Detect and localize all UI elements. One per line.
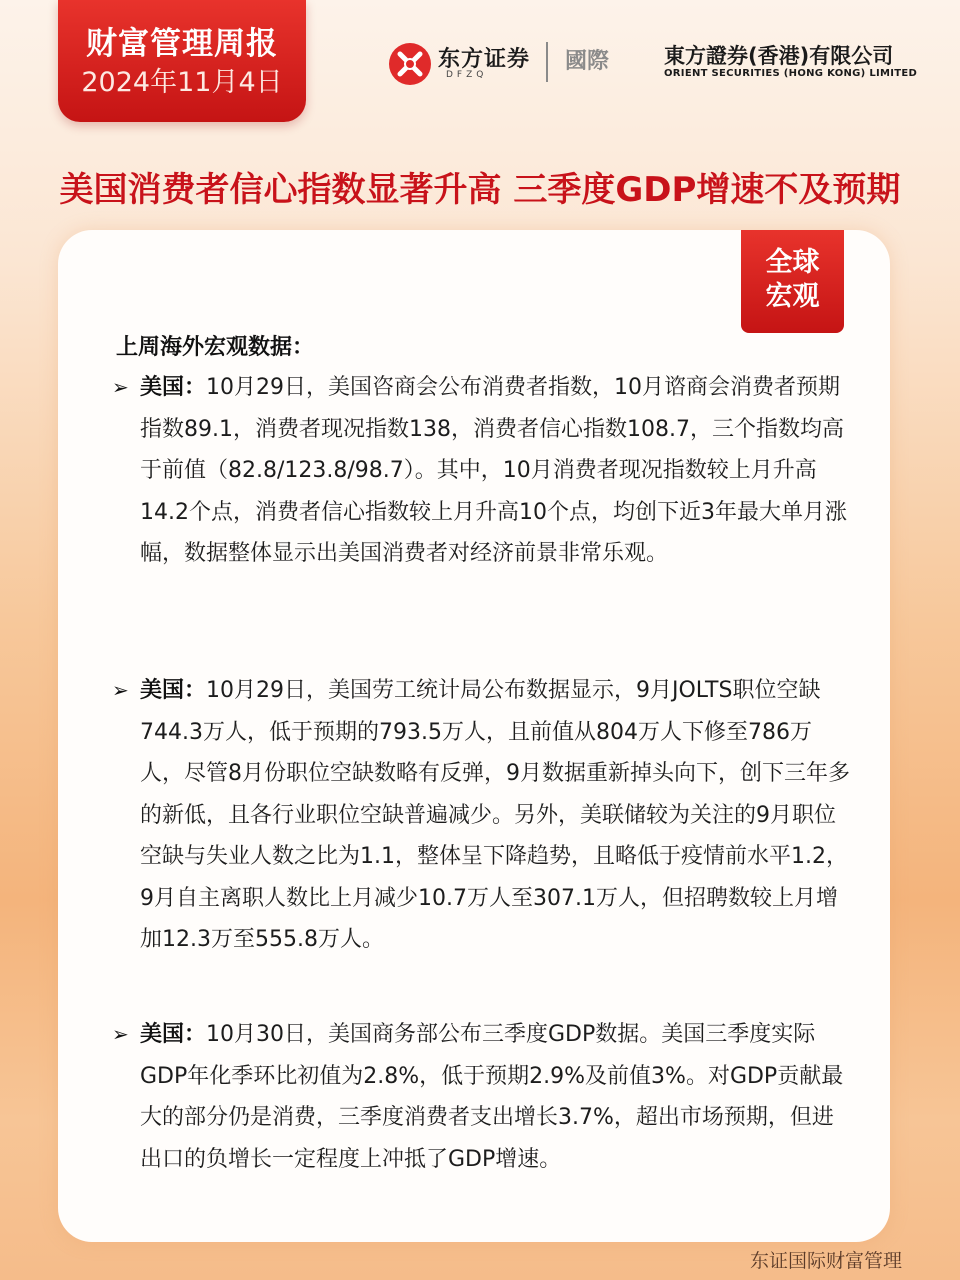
item-label: 美国： [140, 375, 207, 400]
arrow-bullet-icon: ➢ [112, 375, 129, 399]
hk-company-name: 東方證券(香港)有限公司 [664, 44, 894, 68]
item-label: 美国： [140, 1022, 207, 1047]
brand-intl: 國際 [565, 49, 610, 74]
section-heading: 上周海外宏观数据： [116, 335, 315, 360]
report-date: 2024年11月4日 [81, 67, 283, 98]
list-item [112, 670, 852, 961]
brand-pinyin: DFZQ [446, 70, 488, 80]
hk-company-name-en: ORIENT SECURITIES (HONG KONG) LIMITED [664, 68, 918, 79]
brand-name: 东方证券 [438, 47, 531, 72]
list-item [112, 367, 852, 575]
page-headline: 美国消费者信心指数显著升高 三季度GDP增速不及预期 [59, 170, 901, 210]
badge-line-1: 全球 [765, 247, 820, 278]
item-text: 10月29日，美国劳工统计局公布数据显示，9月JOLTS职位空缺744.3万人，低于预期的793.5万人，且前值从804万人下修至786万人，尽管8月份职位空缺数略有反弹，9月数据重新掉头向下，创下三年多的新低，且各行业职位空缺普遍减少。另外，美联储较为关注的9月职位空缺与失业人数之比为1.1，整体呈下降趋势，且略低于疫情前水平1.2，9月自主离职人数比上月减少10.7万人至307.1万人，但招聘数较上月增加12.3万至555.8万人。 [140, 678, 850, 952]
report-tab [58, 0, 306, 122]
arrow-bullet-icon: ➢ [112, 678, 129, 702]
footer-text: 东证国际财富管理 [749, 1250, 902, 1272]
brand-divider [546, 42, 548, 82]
arrow-bullet-icon: ➢ [112, 1022, 129, 1046]
list-item [112, 1014, 852, 1180]
item-label: 美国： [140, 678, 207, 703]
badge-line-2: 宏观 [765, 281, 820, 312]
item-text: 10月30日，美国商务部公布三季度GDP数据。美国三季度实际GDP年化季环比初值为2.8%，低于预期2.9%及前值3%。对GDP贡献最大的部分仍是消费，三季度消费者支出增长3.7%，超出市场预期，但进出口的负增长一定程度上冲抵了GDP增速。 [140, 1022, 844, 1172]
dfzq-logo-icon [388, 42, 432, 86]
item-text: 10月29日，美国咨商会公布消费者指数，10月谘商会消费者预期指数89.1，消费者现况指数138，消费者信心指数108.7，三个指数均高于前值（82.8/123.8/98.7）。其中，10月消费者现况指数较上月升高14.2个点，消费者信心指数较上月升高10个点，均创下近3年最大单月涨幅，数据整体显示出美国消费者对经济前景非常乐观。 [140, 375, 847, 566]
report-title: 财富管理周报 [86, 26, 278, 62]
category-badge [741, 230, 844, 333]
